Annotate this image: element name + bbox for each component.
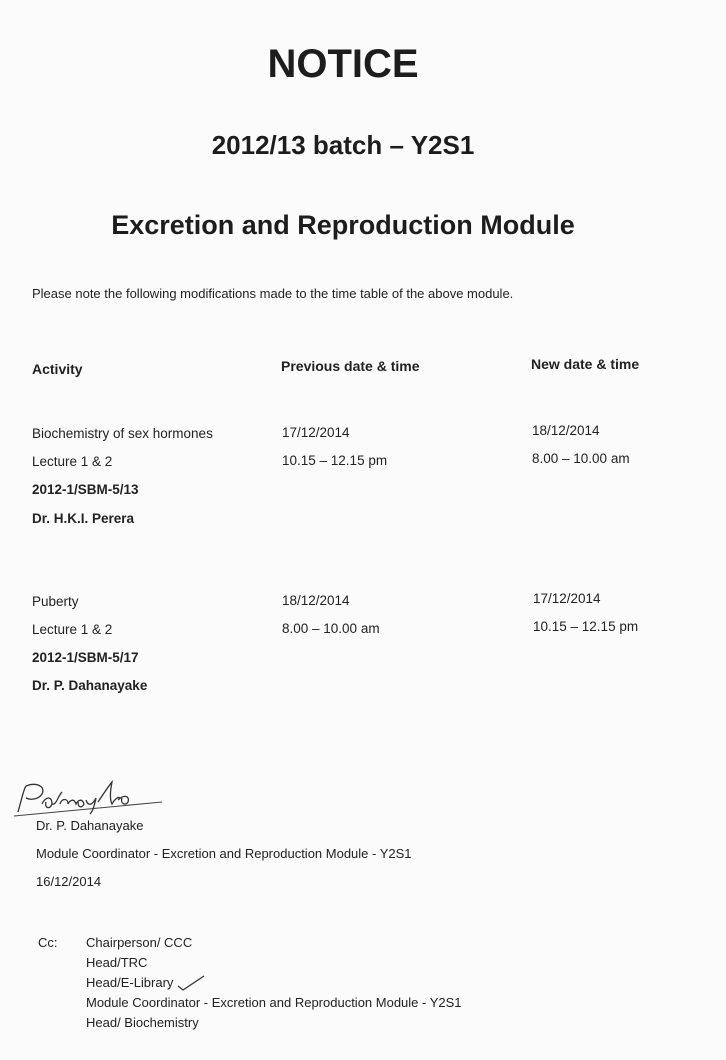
checkmark-icon (176, 974, 206, 992)
module-heading: Excretion and Reproduction Module (111, 210, 575, 240)
notice-title: NOTICE (267, 42, 419, 86)
header-new: New date & time (531, 356, 640, 372)
row2-activity-lecture: Lecture 1 & 2 (32, 622, 113, 637)
signatory-name: Dr. P. Dahanayake (36, 818, 144, 833)
batch-heading: 2012/13 batch – Y2S1 (211, 130, 475, 160)
header-previous: Previous date & time (281, 358, 420, 374)
row1-activity-code: 2012-1/SBM-5/13 (32, 482, 139, 497)
row2-activity-lecturer: Dr. P. Dahanayake (32, 678, 148, 693)
cc-item: Head/ Biochemistry (86, 1015, 199, 1030)
row1-activity-lecturer: Dr. H.K.I. Perera (32, 511, 135, 526)
cc-item: Module Coordinator - Excretion and Reproduction Module - Y2S1 (86, 995, 462, 1010)
row2-previous-date: 18/12/2014 (282, 593, 350, 608)
row1-previous-date: 17/12/2014 (282, 425, 350, 440)
row1-new-date: 18/12/2014 (532, 423, 600, 438)
intro-text: Please note the following modifications made to the time table of the above module. (32, 286, 514, 301)
cc-item: Head/E-Library (86, 975, 174, 990)
row2-previous-time: 8.00 – 10.00 am (282, 621, 380, 636)
row2-activity-name: Puberty (32, 594, 79, 609)
row1-previous-time: 10.15 – 12.15 pm (282, 453, 388, 468)
row2-new-time: 10.15 – 12.15 pm (533, 619, 639, 634)
signature-date: 16/12/2014 (36, 874, 102, 889)
row1-activity-lecture: Lecture 1 & 2 (32, 454, 113, 469)
cc-item: Chairperson/ CCC (86, 935, 193, 950)
handwritten-signature (12, 778, 172, 822)
row2-new-date: 17/12/2014 (533, 591, 601, 606)
header-activity: Activity (32, 361, 83, 377)
row1-new-time: 8.00 – 10.00 am (532, 451, 630, 466)
cc-label: Cc: (38, 935, 58, 950)
signatory-role: Module Coordinator - Excretion and Reproduction Module - Y2S1 (36, 846, 412, 861)
cc-item: Head/TRC (86, 955, 148, 970)
row1-activity-name: Biochemistry of sex hormones (32, 426, 213, 441)
row2-activity-code: 2012-1/SBM-5/17 (32, 650, 139, 665)
